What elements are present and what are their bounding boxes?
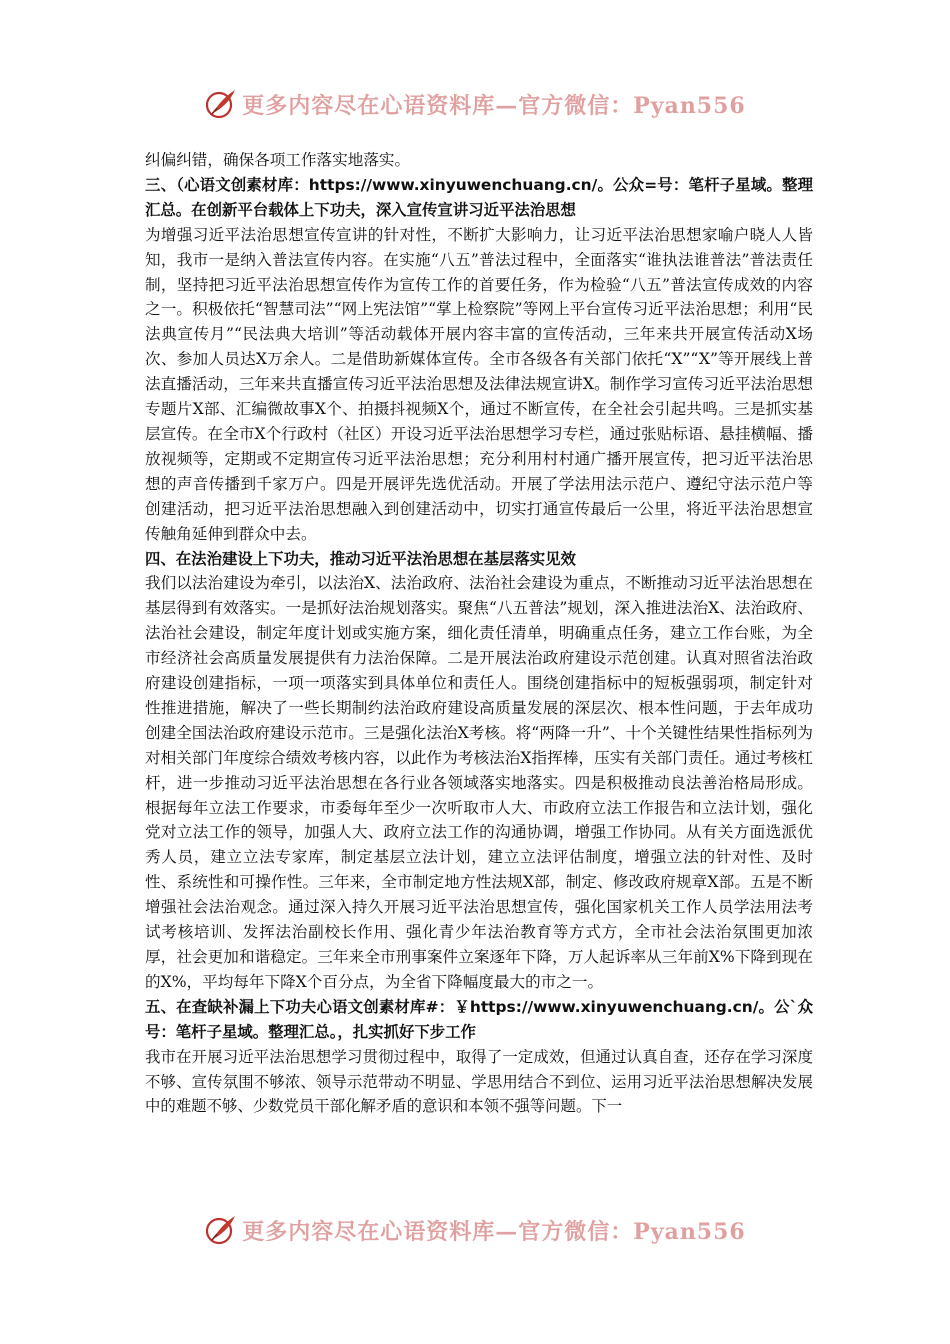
section-heading-4: 四、在法治建设上下功夫，推动习近平法治思想在基层落实见效 [145,549,576,568]
section-heading-3: 三、（心语文创素材库：https://www.xinyuwenchuang.cn/。公众=号：笔杆子星域。整理汇总。在创新平台载体上下功夫，深入宣传宣讲习近平法治思想 [145,175,813,219]
paragraph-continuation: 纠偏纠错，确保各项工作落实地落实。 [145,151,411,169]
section-heading-5: 五、在查缺补漏上下功夫心语文创素材库#：￥https://www.xinyuwenchuang.cn/。公`众号：笔杆子星域。整理汇总。，扎实抓好下步工作 [145,997,813,1041]
watermark-text: 更多内容尽在心语资料库—官方微信：Pyan556 [242,1218,746,1245]
footer-watermark [0,1204,950,1256]
watermark-text: 更多内容尽在心语资料库—官方微信：Pyan556 [242,92,746,119]
header-watermark [0,78,950,130]
document-body [145,148,813,1119]
paragraph-section-5: 我市在开展习近平法治思想学习贯彻过程中，取得了一定成效，但通过认真自查，还存在学习深度不够、宣传氛围不够浓、领导示范带动不明显、学思用结合不到位、运用习近平法治思想解决发展中的难题不够、少数党员干部化解矛盾的意识和本领不强等问题。下一 [145,1047,813,1116]
paragraph-section-4: 我们以法治建设为牵引，以法治X、法治政府、法治社会建设为重点，不断推动习近平法治思想在基层得到有效落实。一是抓好法治规划落实。聚焦“八五普法”规划，深入推进法治X、法治政府、法治社会建设，制定年度计划或实施方案，细化责任清单，明确重点任务，建立工作台账，为全市经济社会高质量发展提供有力法治保障。二是开展法治政府建设示范创建。认真对照省法治政府建设创建指标，一项一项落实到具体单位和责任人。围绕创建指标中的短板强弱项，制定针对性推进措施，解决了一些长期制约法治政府建设高质量发展的深层次、根本性问题，于去年成功创建全国法治政府建设示范市。三是强化法治X考核。将“两降一升”、十个关键性结果性指标列为对相关部门年度综合绩效考核内容，以此作为考核法治X指挥棒，压实有关部门责任。通过考核杠杆，进一步推动习近平法治思想在各行业各领域落实地落实。四是积极推动良法善治格局形成。根据每年立法工作要求，市委每年至少一次听取市人大、市政府立法工作报告和立法计划，强化党对立法工作的领导，加强人大、政府立法工作的沟通协调，增强工作协同。从有关方面选派优秀人员，建立立法专家库，制定基层立法计划，建立立法评估制度，增强立法的针对性、及时性、系统性和可操作性。三年来，全市制定地方性法规X部，制定、修改政府规章X部。五是不断增强社会法治观念。通过深入持久开展习近平法治思想宣传，强化国家机关工作人员学法用法考试考核培训、发挥法治副校长作用、强化青少年法治教育等方式方，全市社会法治氛围更加浓厚，社会更加和谐稳定。三年来全市刑事案件立案逐年下降，万人起诉率从三年前X%下降到现在的X%，平均每年下降X个百分点，为全省下降幅度最大的市之一。 [145,574,813,991]
quill-pen-logo-icon [204,87,238,121]
paragraph-section-3: 为增强习近平法治思想宣传宣讲的针对性，不断扩大影响力，让习近平法治思想家喻户晓人人皆知，我市一是纳入普法宣传内容。在实施“八五”普法过程中，全面落实“谁执法谁普法”普法责任制，坚持把习近平法治思想宣传作为宣传工作的首要任务，作为检验“八五”普法宣传成效的内容之一。积极依托“智慧司法”“网上宪法馆”“掌上检察院”等网上平台宣传习近平法治思想；利用“民法典宣传月”“民法典大培训”等活动载体开展内容丰富的宣传活动，三年来共开展宣传活动X场次、参加人员达X万余人。二是借助新媒体宣传。全市各级各有关部门依托“X”“X”等开展线上普法直播活动，三年来共直播宣传习近平法治思想及法律法规宣讲X。制作学习宣传习近平法治思想专题片X部、汇编微故事X个、拍摄抖视频X个，通过不断宣传，在全社会引起共鸣。三是抓实基层宣传。在全市X个行政村（社区）开设习近平法治思想学习专栏，通过张贴标语、悬挂横幅、播放视频等，定期或不定期宣传习近平法治思想；充分利用村村通广播开展宣传，把习近平法治思想的声音传播到千家万户。四是开展评先选优活动。开展了学法用法示范户、遵纪守法示范户等创建活动，把习近平法治思想融入到创建活动中，切实打通宣传最后一公里，将近平法治思想宣传触角延伸到群众中去。 [145,225,813,543]
quill-pen-logo-icon [204,1213,238,1247]
